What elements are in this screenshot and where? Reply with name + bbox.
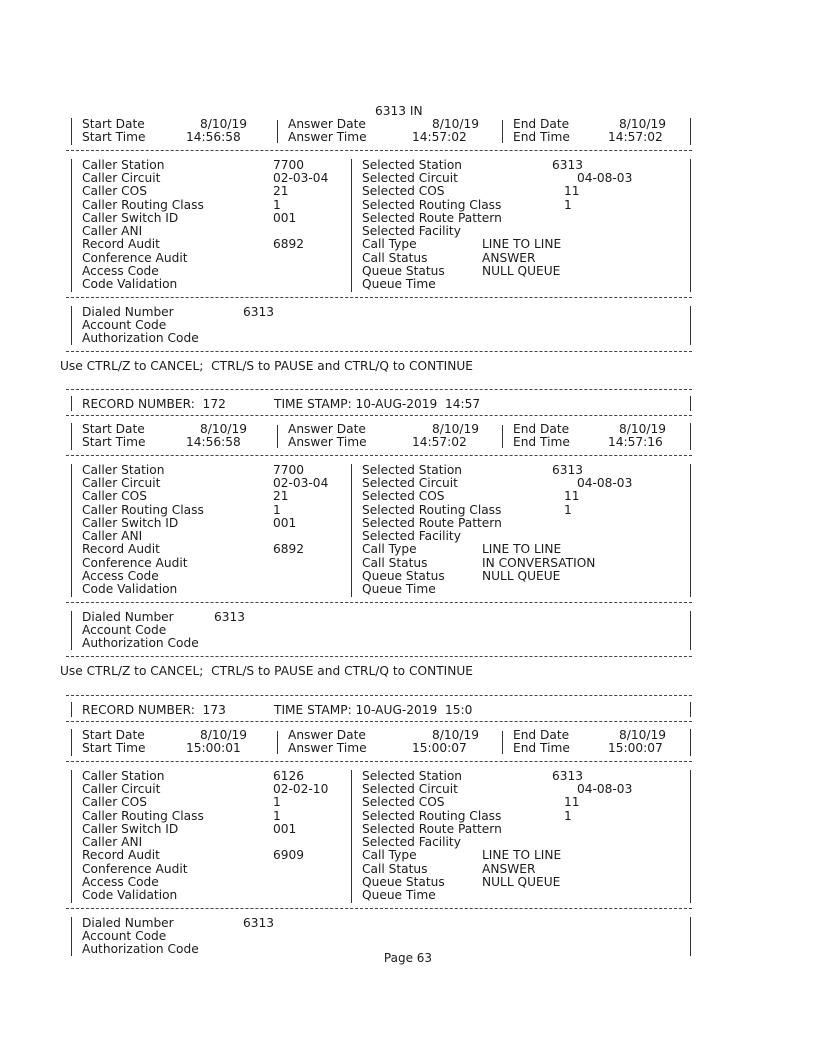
queue-time-label: Queue Time <box>362 582 436 597</box>
start-date-value: 8/10/19 <box>200 117 247 131</box>
pipe-divider <box>502 120 503 143</box>
selected-cos-value: 11 <box>564 795 580 810</box>
selected-circuit-value: 04-08-03 <box>577 170 633 185</box>
end-date-value: 8/10/19 <box>619 117 666 131</box>
answer-date-label: Answer Date <box>288 728 366 742</box>
caller-switch-id-label: Caller Switch ID <box>82 210 179 225</box>
answer-time-value: 14:57:02 <box>412 435 467 450</box>
selected-circuit-label: Selected Circuit <box>362 170 458 185</box>
selected-circuit-label: Selected Circuit <box>362 475 458 490</box>
right-pipe <box>690 159 691 292</box>
divider <box>66 602 692 603</box>
left-pipe <box>71 306 72 346</box>
answer-date-value: 8/10/19 <box>432 728 479 742</box>
left-pipe <box>71 729 72 756</box>
caller-cos-label: Caller COS <box>82 489 147 504</box>
start-time-value: 14:56:58 <box>186 435 241 450</box>
dialed-number-value: 6313 <box>243 304 275 319</box>
divider <box>66 415 692 416</box>
pipe-divider <box>277 120 278 143</box>
divider <box>66 455 692 456</box>
pipe-divider <box>351 464 352 597</box>
start-time-value: 15:00:01 <box>186 741 241 756</box>
selected-routing-class-value: 1 <box>564 502 572 517</box>
end-date-label: End Date <box>513 728 570 742</box>
access-code-label: Access Code <box>82 875 159 889</box>
right-pipe <box>690 702 691 717</box>
access-code-label: Access Code <box>82 569 159 583</box>
divider <box>66 721 692 722</box>
end-time-value: 14:57:02 <box>608 130 663 145</box>
selected-routing-class-label: Selected Routing Class <box>362 808 502 823</box>
answer-time-label: Answer Time <box>288 741 367 756</box>
start-time-label: Start Time <box>82 130 146 145</box>
left-pipe <box>71 702 72 717</box>
caller-circuit-value: 02-02-10 <box>273 781 329 796</box>
conference-audit-label: Conference Audit <box>82 555 188 570</box>
caller-switch-id-value: 001 <box>273 515 297 530</box>
left-pipe <box>71 396 72 411</box>
right-pipe <box>690 423 691 450</box>
call-type-value: LINE TO LINE <box>482 542 562 557</box>
conference-audit-label: Conference Audit <box>82 861 188 876</box>
call-status-value: ANSWER <box>482 861 536 876</box>
selected-station-label: Selected Station <box>362 462 463 477</box>
access-code-label: Access Code <box>82 264 159 278</box>
call-type-label: Call Type <box>362 237 417 252</box>
caller-ani-label: Caller ANI <box>82 529 143 544</box>
end-time-value: 14:57:16 <box>608 435 663 450</box>
start-time-value: 14:56:58 <box>186 130 241 145</box>
authorization-code-label: Authorization Code <box>82 942 199 957</box>
right-pipe <box>690 306 691 346</box>
queue-status-value: NULL QUEUE <box>482 569 561 583</box>
account-code-label: Account Code <box>82 622 167 637</box>
selected-facility-label: Selected Facility <box>362 224 461 239</box>
divider <box>66 908 692 909</box>
record-audit-label: Record Audit <box>82 237 160 252</box>
right-pipe <box>690 770 691 903</box>
control-notice: Use CTRL/Z to CANCEL; CTRL/S to PAUSE and CTRL/Q to CONTINUE <box>60 663 473 678</box>
caller-station-value: 7700 <box>273 462 305 477</box>
caller-station-label: Caller Station <box>82 768 165 783</box>
selected-facility-label: Selected Facility <box>362 529 461 544</box>
selected-cos-label: Selected COS <box>362 489 445 504</box>
call-type-value: LINE TO LINE <box>482 237 562 252</box>
selected-circuit-value: 04-08-03 <box>577 781 633 796</box>
caller-circuit-label: Caller Circuit <box>82 170 161 185</box>
right-pipe <box>690 396 691 411</box>
answer-date-label: Answer Date <box>288 422 366 436</box>
call-status-value: IN CONVERSATION <box>482 555 596 570</box>
start-date-value: 8/10/19 <box>200 728 247 742</box>
end-time-label: End Time <box>513 130 570 145</box>
start-date-label: Start Date <box>82 117 145 131</box>
record-number: RECORD NUMBER: 172 <box>82 397 226 411</box>
queue-status-label: Queue Status <box>362 264 445 278</box>
left-pipe <box>71 423 72 450</box>
caller-routing-class-value: 1 <box>273 502 281 517</box>
call-type-value: LINE TO LINE <box>482 848 562 863</box>
caller-circuit-value: 02-03-04 <box>273 475 329 490</box>
pipe-divider <box>351 770 352 903</box>
dialed-number-value: 6313 <box>243 915 275 930</box>
pipe-divider <box>502 425 503 448</box>
page-number: Page 63 <box>383 951 433 965</box>
pipe-divider <box>351 159 352 292</box>
pipe-divider <box>502 731 503 754</box>
caller-switch-id-label: Caller Switch ID <box>82 515 179 530</box>
selected-route-pattern-label: Selected Route Pattern <box>362 821 502 836</box>
code-validation-label: Code Validation <box>82 582 178 597</box>
caller-cos-label: Caller COS <box>82 184 147 199</box>
selected-cos-value: 11 <box>564 489 580 504</box>
pipe-divider <box>277 425 278 448</box>
left-pipe <box>71 611 72 651</box>
authorization-code-label: Authorization Code <box>82 636 199 651</box>
right-pipe <box>690 118 691 145</box>
selected-route-pattern-label: Selected Route Pattern <box>362 515 502 530</box>
start-date-value: 8/10/19 <box>200 422 247 436</box>
caller-switch-id-value: 001 <box>273 821 297 836</box>
call-status-label: Call Status <box>362 861 428 876</box>
call-status-value: ANSWER <box>482 250 536 265</box>
selected-routing-class-value: 1 <box>564 808 572 823</box>
queue-status-label: Queue Status <box>362 569 445 583</box>
queue-time-label: Queue Time <box>362 888 436 903</box>
caller-ani-label: Caller ANI <box>82 224 143 239</box>
caller-routing-class-value: 1 <box>273 808 281 823</box>
answer-date-value: 8/10/19 <box>432 422 479 436</box>
caller-circuit-label: Caller Circuit <box>82 781 161 796</box>
answer-date-value: 8/10/19 <box>432 117 479 131</box>
divider <box>66 656 692 657</box>
caller-station-value: 7700 <box>273 157 305 172</box>
caller-circuit-value: 02-03-04 <box>273 170 329 185</box>
record-audit-value: 6909 <box>273 848 305 863</box>
caller-cos-value: 21 <box>273 489 289 504</box>
selected-routing-class-label: Selected Routing Class <box>362 502 502 517</box>
selected-routing-class-value: 1 <box>564 197 572 212</box>
call-type-label: Call Type <box>362 848 417 863</box>
queue-time-label: Queue Time <box>362 277 436 292</box>
selected-cos-value: 11 <box>564 184 580 199</box>
report-title: 6313 IN <box>375 104 423 118</box>
answer-date-label: Answer Date <box>288 117 366 131</box>
selected-route-pattern-label: Selected Route Pattern <box>362 210 502 225</box>
end-date-label: End Date <box>513 422 570 436</box>
start-date-label: Start Date <box>82 728 145 742</box>
selected-station-label: Selected Station <box>362 768 463 783</box>
right-pipe <box>690 729 691 756</box>
divider <box>66 297 692 298</box>
end-date-value: 8/10/19 <box>619 422 666 436</box>
selected-station-value: 6313 <box>552 462 584 477</box>
divider <box>66 351 692 352</box>
left-pipe <box>71 770 72 903</box>
dialed-number-label: Dialed Number <box>82 304 174 319</box>
account-code-label: Account Code <box>82 317 167 332</box>
queue-status-value: NULL QUEUE <box>482 264 561 278</box>
dialed-number-value: 6313 <box>214 609 246 624</box>
left-pipe <box>71 118 72 145</box>
answer-time-label: Answer Time <box>288 435 367 450</box>
selected-cos-label: Selected COS <box>362 184 445 199</box>
answer-time-value: 15:00:07 <box>412 741 467 756</box>
record-audit-value: 6892 <box>273 237 305 252</box>
authorization-code-label: Authorization Code <box>82 331 199 346</box>
start-date-label: Start Date <box>82 422 145 436</box>
caller-station-label: Caller Station <box>82 462 165 477</box>
right-pipe <box>690 611 691 651</box>
answer-time-label: Answer Time <box>288 130 367 145</box>
record-top-divider <box>66 695 692 696</box>
selected-circuit-value: 04-08-03 <box>577 475 633 490</box>
left-pipe <box>71 464 72 597</box>
dialed-number-label: Dialed Number <box>82 915 174 930</box>
start-time-label: Start Time <box>82 435 146 450</box>
answer-time-value: 14:57:02 <box>412 130 467 145</box>
end-time-label: End Time <box>513 435 570 450</box>
caller-ani-label: Caller ANI <box>82 835 143 850</box>
pipe-divider <box>277 731 278 754</box>
caller-switch-id-value: 001 <box>273 210 297 225</box>
divider <box>66 150 692 151</box>
record-number: RECORD NUMBER: 173 <box>82 703 226 717</box>
caller-switch-id-label: Caller Switch ID <box>82 821 179 836</box>
right-pipe <box>690 464 691 597</box>
record-top-divider <box>66 389 692 390</box>
call-status-label: Call Status <box>362 555 428 570</box>
call-status-label: Call Status <box>362 250 428 265</box>
selected-station-value: 6313 <box>552 157 584 172</box>
caller-station-label: Caller Station <box>82 157 165 172</box>
record-audit-label: Record Audit <box>82 542 160 557</box>
queue-status-label: Queue Status <box>362 875 445 889</box>
selected-cos-label: Selected COS <box>362 795 445 810</box>
record-audit-value: 6892 <box>273 542 305 557</box>
control-notice: Use CTRL/Z to CANCEL; CTRL/S to PAUSE and CTRL/Q to CONTINUE <box>60 358 473 373</box>
selected-circuit-label: Selected Circuit <box>362 781 458 796</box>
queue-status-value: NULL QUEUE <box>482 875 561 889</box>
caller-routing-class-label: Caller Routing Class <box>82 502 204 517</box>
start-time-label: Start Time <box>82 741 146 756</box>
divider <box>66 761 692 762</box>
code-validation-label: Code Validation <box>82 277 178 292</box>
selected-station-label: Selected Station <box>362 157 463 172</box>
left-pipe <box>71 917 72 957</box>
right-pipe <box>690 917 691 957</box>
account-code-label: Account Code <box>82 928 167 943</box>
caller-cos-value: 1 <box>273 795 281 810</box>
end-time-value: 15:00:07 <box>608 741 663 756</box>
call-type-label: Call Type <box>362 542 417 557</box>
selected-routing-class-label: Selected Routing Class <box>362 197 502 212</box>
end-date-value: 8/10/19 <box>619 728 666 742</box>
caller-routing-class-label: Caller Routing Class <box>82 808 204 823</box>
caller-routing-class-value: 1 <box>273 197 281 212</box>
end-date-label: End Date <box>513 117 570 131</box>
caller-station-value: 6126 <box>273 768 305 783</box>
selected-station-value: 6313 <box>552 768 584 783</box>
caller-circuit-label: Caller Circuit <box>82 475 161 490</box>
record-audit-label: Record Audit <box>82 848 160 863</box>
caller-cos-label: Caller COS <box>82 795 147 810</box>
caller-routing-class-label: Caller Routing Class <box>82 197 204 212</box>
end-time-label: End Time <box>513 741 570 756</box>
code-validation-label: Code Validation <box>82 888 178 903</box>
conference-audit-label: Conference Audit <box>82 250 188 265</box>
record-timestamp: TIME STAMP: 10-AUG-2019 14:57 <box>274 397 481 411</box>
selected-facility-label: Selected Facility <box>362 835 461 850</box>
record-timestamp: TIME STAMP: 10-AUG-2019 15:0 <box>274 703 473 717</box>
dialed-number-label: Dialed Number <box>82 609 174 624</box>
caller-cos-value: 21 <box>273 184 289 199</box>
left-pipe <box>71 159 72 292</box>
